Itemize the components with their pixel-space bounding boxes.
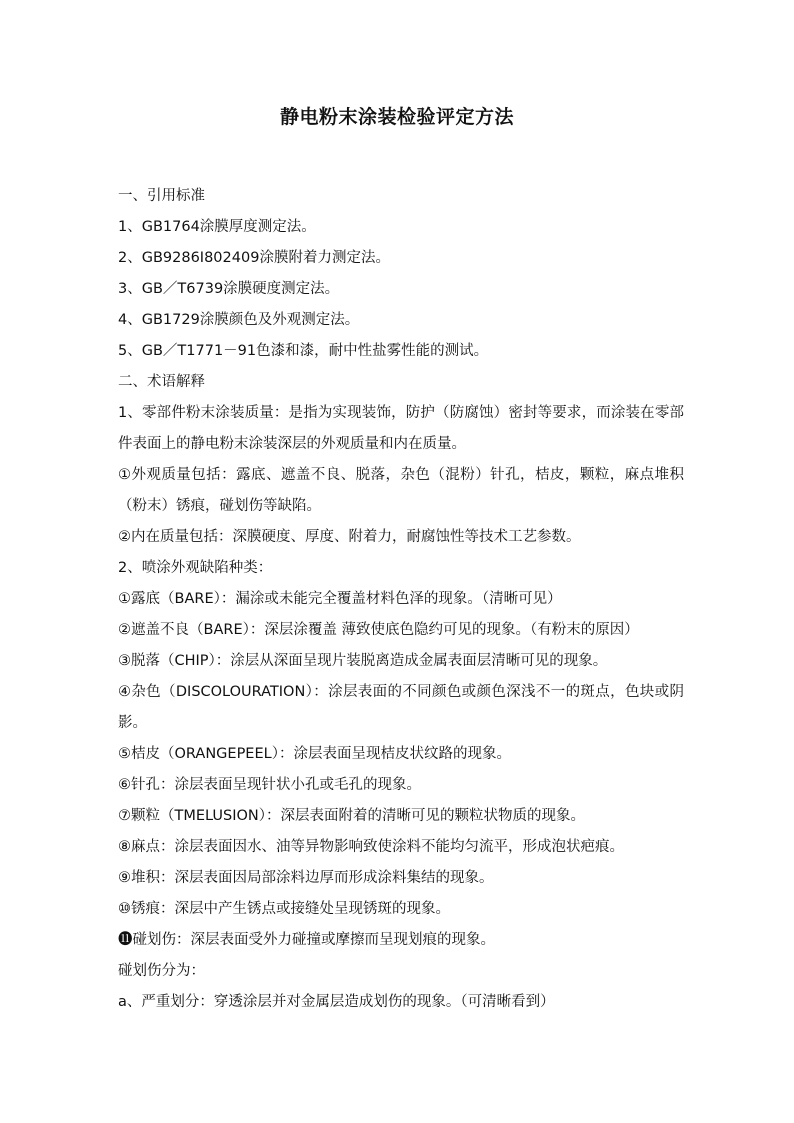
- scratch-severe: a、严重划分：穿透涂层并对金属层造成划伤的现象。（可清晰看到）: [118, 994, 555, 1010]
- document-body: [118, 181, 684, 1018]
- document-title: 静电粉末涂装检验评定方法: [279, 106, 514, 128]
- defect-pinhole: ⑥针孔：涂层表面呈现针状小孔或毛孔的现象。: [118, 777, 421, 793]
- defect-scratch: ⓫碰划伤：深层表面受外力碰撞或摩擦而呈现划痕的现象。: [118, 932, 495, 948]
- defect-build-up: ⑨堆积：深层表面因局部涂料边厚而形成涂料集结的现象。: [118, 870, 494, 886]
- defect-chip: ③脱落（CHIP）：涂层从深面呈现片装脱离造成金属表面层清晰可见的现象。: [118, 653, 608, 669]
- section-heading-terms: 二、术语解释: [118, 374, 205, 390]
- reference-item-5: 5、GB／T1771－91色漆和漆，耐中性盐雾性能的测试。: [118, 343, 489, 359]
- term-internal-quality: ②内在质量包括：深膜硬度、厚度、附着力，耐腐蚀性等技术工艺参数。: [118, 529, 581, 545]
- reference-item-3: 3、GB／T6739涂膜硬度测定法。: [118, 281, 340, 297]
- defect-particle: ⑦颗粒（TMELUSION）：深层表面附着的清晰可见的颗粒状物质的现象。: [118, 808, 585, 824]
- defect-discoloration: ④杂色（DISCOLOURATION）：涂层表面的不同颜色或颜色深浅不一的斑点，色块或阴影。: [118, 684, 684, 731]
- scratch-classification-heading: 碰划伤分为：: [118, 963, 205, 979]
- reference-item-2: 2、GB9286I802409涂膜附着力测定法。: [118, 250, 390, 266]
- reference-item-1: 1、GB1764涂膜厚度测定法。: [118, 219, 316, 235]
- defect-poor-hiding: ②遮盖不良（BARE）：深层涂覆盖 薄致使底色隐约可见的现象。（有粉末的原因）: [118, 622, 639, 638]
- defect-types-heading: 2、喷涂外观缺陷种类：: [118, 560, 273, 576]
- term-coating-quality: 1、零部件粉末涂装质量：是指为实现装饰，防护（防腐蚀）密封等要求，而涂装在零部件表面上的静电粉末涂装深层的外观质量和内在质量。: [118, 405, 684, 452]
- defect-orange-peel: ⑤桔皮（ORANGEPEEL）：涂层表面呈现桔皮状纹路的现象。: [118, 746, 511, 762]
- section-heading-references: 一、引用标准: [118, 188, 205, 204]
- term-appearance-quality: ①外观质量包括：露底、遮盖不良、脱落，杂色（混粉）针孔，桔皮，颗粒，麻点堆积（粉末）锈痕，碰划伤等缺陷。: [118, 467, 684, 514]
- reference-item-4: 4、GB1729涂膜颜色及外观测定法。: [118, 312, 360, 328]
- defect-rust-mark: ⑩锈痕：深层中产生锈点或接缝处呈现锈斑的现象。: [118, 901, 450, 917]
- defect-bare: ①露底（BARE）：漏涂或未能完全覆盖材料色泽的现象。（清晰可见）: [118, 591, 562, 607]
- defect-pitting: ⑧麻点：涂层表面因水、油等异物影响致使涂料不能均匀流平，形成泡状疤痕。: [118, 839, 624, 855]
